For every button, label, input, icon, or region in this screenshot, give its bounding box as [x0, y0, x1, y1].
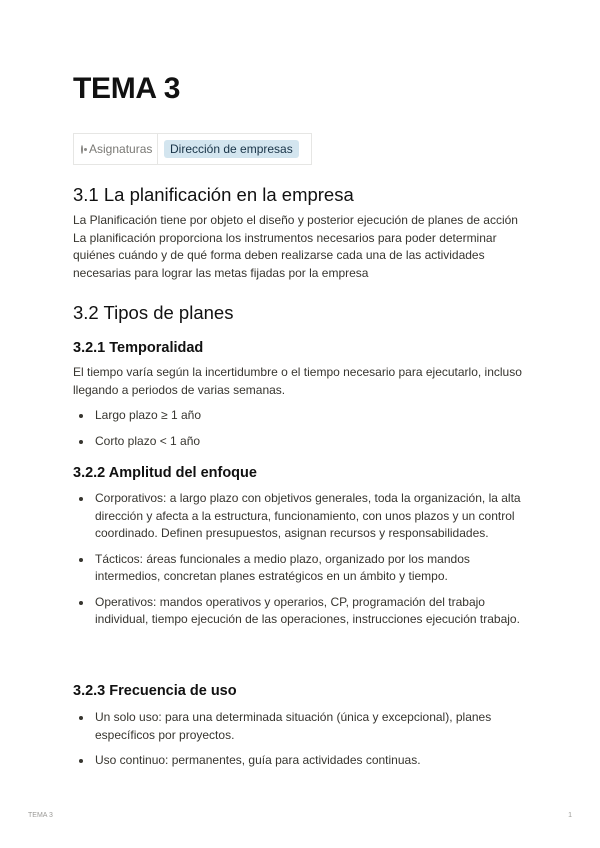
list-item: Corto plazo < 1 año — [73, 433, 533, 451]
radio-icon — [81, 145, 83, 154]
section-text-3-2-1: El tiempo varía según la incertidumbre o el tiempo necesario para ejecutarlo, incluso llegando a periodos de varias semanas. — [73, 365, 522, 397]
list-item: Uso continuo: permanentes, guía para actividades continuas. — [73, 752, 533, 770]
property-value[interactable] — [158, 134, 311, 164]
section-heading-3-2-2: 3.2.2 Amplitud del enfoque — [73, 465, 257, 481]
section-heading-3-2-3: 3.2.3 Frecuencia de uso — [73, 683, 237, 699]
list-item: Tácticos: áreas funcionales a medio plazo, organizado por los mandos intermedios, concretan planes estratégicos en un ámbito y tiempo. — [73, 551, 533, 586]
list-item: Largo plazo ≥ 1 año — [73, 407, 533, 425]
section-text-3-1: La Planificación tiene por objeto el diseño y posterior ejecución de planes de acción La planificación proporciona los instrumentos necesarios para poder determinar quiénes cuándo y de qué forma deben realizarse cada una de las actividades necesarias para lograr las metas fijadas por la empresa — [73, 213, 518, 280]
footer-title: TEMA 3 — [28, 812, 53, 819]
section-heading-3-2-1: 3.2.1 Temporalidad — [73, 340, 204, 356]
list-item: Operativos: mandos operativos y operarios, CP, programación del trabajo individual, tiempo ejecución de las operaciones, instrucciones ejecución trabajo. — [73, 594, 533, 629]
list-amplitud — [73, 490, 533, 637]
section-heading-3-1: 3.1 La planificación en la empresa — [73, 184, 354, 205]
section-heading-3-2: 3.2 Tipos de planes — [73, 302, 234, 323]
list-temporalidad — [73, 407, 533, 458]
property-key-label: Asignaturas — [89, 142, 153, 156]
list-frecuencia — [73, 709, 533, 778]
list-item: Corporativos: a largo plazo con objetivos generales, toda la organización, la alta dirección y afecta a la estructura, funcionamiento, con unos plazos y un control coordinado. Definen presupuestos, asignan recursos y responsabilidades. — [73, 490, 533, 543]
property-key — [74, 134, 158, 164]
page-number: 1 — [568, 812, 572, 819]
subject-tag[interactable]: Dirección de empresas — [164, 140, 299, 158]
property-row — [73, 133, 312, 165]
page-title: TEMA 3 — [73, 72, 181, 105]
list-item: Un solo uso: para una determinada situación (única y excepcional), planes específicos por proyectos. — [73, 709, 533, 744]
